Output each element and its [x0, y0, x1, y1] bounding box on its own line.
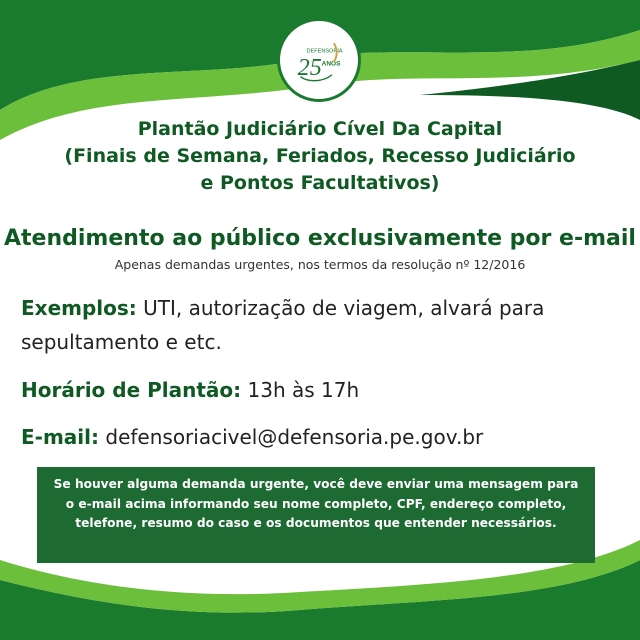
defensoria-25-anos-logo — [277, 18, 361, 102]
instructions-text: Se houver alguma demanda urgente, você deve enviar uma mensagem para o e-mail acima informando seu nome completo, CPF, endereço completo, telefone, resumo do caso e os documentos que entender necessários. — [53, 477, 579, 530]
hours-value: 13h às 17h — [241, 378, 360, 402]
service-subline: Apenas demandas urgentes, nos termos da resolução nº 12/2016 — [114, 257, 526, 272]
service-headline: Atendimento ao público exclusivamente por e-mail — [4, 226, 636, 251]
instructions-box — [37, 467, 595, 563]
examples-line-1 — [21, 296, 544, 320]
hours-line — [21, 378, 359, 402]
title-line-2: (Finais de Semana, Feriados, Recesso Judiciário — [64, 145, 576, 167]
logo-number: 25 — [297, 53, 322, 81]
examples-label: Exemplos: — [21, 296, 137, 320]
hours-label: Horário de Plantão: — [21, 378, 242, 402]
email-address-link[interactable]: defensoriacivel@defensoria.pe.gov.br — [99, 425, 484, 449]
examples-line-2: sepultamento e etc. — [21, 330, 222, 354]
logo-bottom-text: ANOS — [321, 60, 341, 68]
email-label: E-mail: — [21, 425, 100, 449]
title-line-3: e Pontos Facultativos) — [200, 172, 440, 194]
logo-top-text: DEFENSORIA — [306, 48, 343, 55]
examples-text-1: UTI, autorização de viagem, alvará para — [136, 296, 545, 320]
email-line — [21, 425, 483, 449]
title-line-1: Plantão Judiciário Cível Da Capital — [137, 118, 503, 140]
